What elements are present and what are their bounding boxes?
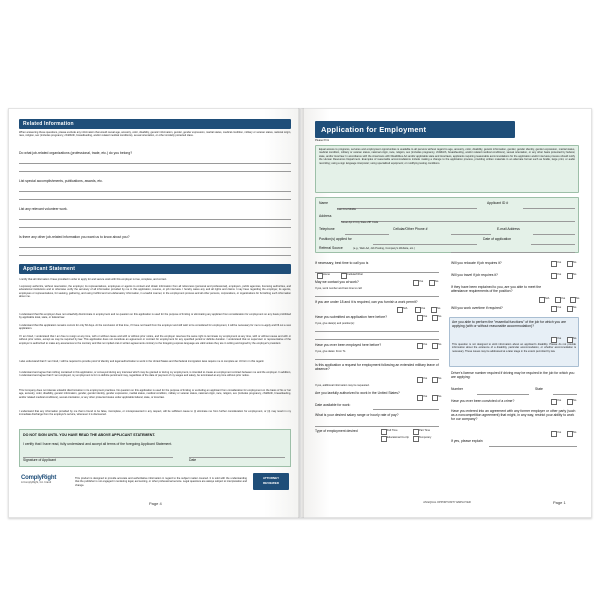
option-label-yes: Yes <box>423 395 428 398</box>
applicant-statement-p4: I understand that this application remains current for only 60 days. At the conclusion of that time, if I have not heard from the employer and still wish to be considered for employment, it will be necessary for me to re-apply and fill out a new application. <box>19 324 291 331</box>
checkbox-educational-coop[interactable] <box>381 436 387 442</box>
option-label-yes: Yes <box>419 280 424 283</box>
option-label-no: No <box>576 297 580 300</box>
option-label-no: No <box>438 343 442 346</box>
driver-state-input[interactable] <box>553 393 577 395</box>
question-label-overtime: Will you work overtime if required? <box>451 306 503 310</box>
checkbox-noncompete-no[interactable] <box>567 431 573 437</box>
checkbox-essential-no[interactable] <box>567 337 573 343</box>
applicant-statement-p8: This Company does not tolerate unlawful discrimination in its employment practices. No question on this application is used for the purpose of limiting or excluding an applicant from consideration for employment on the basis of his or her age, ancestry, color, disability, genetic information, gender, gender identity, gender expression, marital status, medical condition, military or veteran status, national origin, race, religion, sex (includes pregnancy, childbirth, breastfeeding, and/or related medical conditions), sexual orientation, or any other protected status under applicable federal, state, or local law. <box>19 389 291 399</box>
name-label: Name <box>319 201 329 205</box>
date-line[interactable] <box>189 456 285 458</box>
checkbox-essential-yes[interactable] <box>551 337 557 343</box>
page-number-right: Page 1 <box>553 500 566 505</box>
checkbox-attendance-yes[interactable] <box>555 297 561 303</box>
application-date-input[interactable] <box>531 243 575 245</box>
best-time-input[interactable] <box>315 271 439 273</box>
question-label-prior-employment: Have you ever been employed here before? <box>315 343 382 347</box>
applicant-id-label: Applicant ID # <box>487 201 509 205</box>
checkbox-conviction-yes[interactable] <box>551 399 557 405</box>
referral-sublabel: (e.g., Web-Ad, Job Posting, Company's Website, etc.) <box>353 247 415 250</box>
checkbox-noncompete-yes[interactable] <box>551 431 557 437</box>
option-label-na: N/A <box>545 297 550 300</box>
checkbox-overtime-yes[interactable] <box>551 306 557 312</box>
option-label-no: No <box>573 306 577 309</box>
checkbox-contact-work-yes[interactable] <box>413 280 419 286</box>
form-title: Application for Employment <box>315 121 515 138</box>
address-label: Address <box>319 214 332 218</box>
checkbox-overtime-no[interactable] <box>567 306 573 312</box>
option-label-yes: Yes <box>557 261 562 264</box>
prior-application-input[interactable] <box>315 330 439 332</box>
option-label-no: No <box>437 307 441 310</box>
field-line[interactable] <box>19 218 291 220</box>
checkbox-prior-app-no[interactable] <box>432 315 438 321</box>
position-input[interactable] <box>373 243 477 245</box>
page-left <box>8 108 300 518</box>
referral-input[interactable] <box>451 251 575 253</box>
field-line[interactable] <box>19 198 291 200</box>
checkbox-permit-na[interactable] <box>397 307 403 313</box>
question-sub-prior-application: If yes, give date(s) and position(s): <box>315 322 355 325</box>
address-sublabel: Street Apt # City State ZIP Code <box>341 221 379 224</box>
checkbox-attendance-no[interactable] <box>570 297 576 303</box>
referral-label: Referral Source <box>319 246 343 250</box>
explain-input[interactable] <box>489 445 577 447</box>
question-label-relocate: Will you relocate if job requires it? <box>451 261 502 265</box>
checkbox-conviction-no[interactable] <box>567 399 573 405</box>
brand-logo <box>21 475 56 484</box>
date-available-input[interactable] <box>373 408 439 410</box>
question-label-conviction: Have you ever been convicted of a crime? <box>451 399 515 403</box>
checkbox-relocate-yes[interactable] <box>551 261 557 267</box>
option-label-yes: Yes <box>557 337 562 340</box>
brand-name: ComplyRight <box>21 475 57 481</box>
driver-license-label: Driver's license number required if driving may be required in the job for which you are applying: <box>451 371 575 379</box>
prior-employment-dates-input[interactable] <box>315 358 439 360</box>
eeo-statement-text: Equal access to programs, services and employment opportunities is available to all persons without regard to age, ancestry, color, disability, genetic information, gender, gender identity, gender expression, marital status, medical condition, military or veteran status, national origin, race, religion, sex (includes pregnancy, childbirth, breastfeeding, and/or related medical conditions), sexual orientation, or any other basis protected by federal, state, and/or local law. In accordance with the Americans with Disabilities Act and/or applicable state and local laws, applicants requiring reasonable accommodations for the application and/or interview process should notify the Human Resources Department. Examples of reasonable accommodations include making a change to the application process, providing written materials in an alternate format such as braille, large print, or audio recording; using a sign language interpreter; using specialized equipment; or modifying testing conditions. <box>319 148 575 165</box>
stamp-line-2: REVIEWED <box>262 481 279 486</box>
applicant-statement-p6: I also understand that if I am hired, I will be required to provide proof of identity and legal authorization to work in the United States and that federal immigration laws require me to complete an I-9 form in this regard. <box>19 360 265 363</box>
option-label-yes: Yes <box>561 297 566 300</box>
applicant-statement-p2: I expressly authorize, without reservation, the employer, its representatives, employees or agents to contact and obtain information from all references (personal and professional), employers, public agencies, licensing authorities, and educational institutions and to otherwise verify the accuracy of all information provided by me in this application, resume, or job interview. I hereby waive any and all rights and claims I may have regarding the employer, its agents, employees or representatives, for seeking, gathering, and using truthful and non-defamatory information, in a lawful manner, in the employment process and all other persons, corporations, or organizations for furnishing such information about me. <box>19 285 291 299</box>
applicant-statement-p9: I understand that any information provided by me that is found to be false, incomplete, or misrepresented in any respect, will be sufficient cause to (i) eliminate me from further consideration for employment, or (ii) may result in my immediate discharge from the employer's service, whenever it is discovered. <box>19 410 291 417</box>
page-gutter-shadow <box>298 108 304 518</box>
checkbox-prior-app-yes[interactable] <box>417 315 423 321</box>
field-line[interactable] <box>19 170 291 172</box>
applicant-statement-p5: If I am hired, I understand that I am free to resign at any time, with or without cause and with or without prior notice, and the employer reserves the same right to terminate my employment at any time, with or without cause and with or without prior notice, except as may be required by law. This application does not constitute an agreement or contract for employment for any specified period or definite duration. I understand that no supervisor or representative of the employer is authorized to make any assurances to the contrary and that no implied oral or written agreements contrary to the foregoing express language are valid unless they are in writing and signed by the employer's president. <box>19 335 291 345</box>
option-label-home: Home <box>323 273 330 276</box>
cell-phone-label: Cellular/Other Phone # <box>393 227 428 231</box>
eeo-footer: AN EQUAL OPPORTUNITY EMPLOYER <box>423 501 471 504</box>
stamp-line-1: ATTORNEY <box>262 476 280 480</box>
driver-number-input[interactable] <box>477 393 529 395</box>
field-label-volunteer: List any relevant volunteer work. <box>19 207 68 211</box>
question-label-work-authorization: Are you lawfully authorized to work in the United States? <box>315 391 400 395</box>
checkbox-cellular-other[interactable] <box>341 273 347 279</box>
option-label-full-time: Full Time <box>387 429 398 432</box>
work-number-input[interactable] <box>315 295 439 297</box>
email-input[interactable] <box>533 233 575 235</box>
field-line[interactable] <box>19 162 291 164</box>
checkbox-contact-work-no[interactable] <box>429 280 435 286</box>
print-hint: Please Print <box>315 139 329 142</box>
checkbox-full-time[interactable] <box>381 429 387 435</box>
checkbox-military-no[interactable] <box>432 377 438 383</box>
field-label-other-info: Is there any other job-related information you want us to know about you? <box>19 235 130 239</box>
question-label-noncompete: Have you entered into an agreement with any former employer or other party (such as a noncompetition agreement) that might, in any way, restrict your ability to work for our company? <box>451 409 576 421</box>
application-date-label: Date of application <box>483 237 512 241</box>
checkbox-attendance-na[interactable] <box>539 297 545 303</box>
telephone-label: Telephone <box>319 227 335 231</box>
page-number-left: Page 4 <box>149 501 162 506</box>
question-sub-military-leave: If yes, additional information may be requested. <box>315 384 370 387</box>
question-label-attendance: If they have been explained to you, are you able to meet the attendance requirements of the position? <box>451 285 542 293</box>
signature-label: Signature of Applicant <box>23 458 56 462</box>
checkbox-home[interactable] <box>317 273 323 279</box>
field-label-accomplishments: List special accomplishments, publications, awards, etc. <box>19 179 103 183</box>
checkbox-travel-no[interactable] <box>567 273 573 279</box>
question-label-salary: What is your desired salary range or hourly rate of pay? <box>315 413 399 417</box>
section-header-applicant-statement: Applicant Statement <box>19 264 291 274</box>
option-label-no: No <box>438 395 442 398</box>
question-label-work-permit: If you are under 18 and it is required, can you furnish a work permit? <box>315 300 418 304</box>
question-label-employment-type: Type of employment desired <box>315 429 358 433</box>
option-label-yes: Yes <box>557 431 562 434</box>
option-label-temporary: Temporary <box>419 436 432 439</box>
option-label-yes: Yes <box>557 273 562 276</box>
option-label-cellular: Cellular/Other <box>347 273 364 276</box>
question-label-travel: Will you travel if job requires it? <box>451 273 498 277</box>
option-label-na: N/A <box>403 307 408 310</box>
checkbox-prior-emp-yes[interactable] <box>417 343 423 349</box>
question-label-best-time: If necessary, best time to call you is <box>315 261 369 265</box>
option-label-yes: Yes <box>557 399 562 402</box>
checkbox-military-yes[interactable] <box>417 377 423 383</box>
document-spread <box>8 108 592 518</box>
option-label-no: No <box>435 280 439 283</box>
applicant-statement-p3: I understand that this employer does not unlawfully discriminate in employment and no question on this application is used for the purpose of limiting or eliminating any applicant from consideration for employment on any basis prohibited by applicable local, state, or federal law. <box>19 313 291 320</box>
checkbox-prior-emp-no[interactable] <box>432 343 438 349</box>
option-label-yes: Yes <box>423 377 428 380</box>
prior-application-input-2[interactable] <box>315 338 439 340</box>
field-label-organizations: Do what job-related organizations (professional, trade, etc.) do you belong? <box>19 151 133 155</box>
option-label-no: No <box>573 431 577 434</box>
option-label-no: No <box>573 399 577 402</box>
checkbox-authorized-no[interactable] <box>432 395 438 401</box>
field-line[interactable] <box>19 226 291 228</box>
question-label-contact-work: May we contact you at work? <box>315 280 359 284</box>
checkbox-authorized-yes[interactable] <box>417 395 423 401</box>
option-label-yes: Yes <box>423 315 428 318</box>
question-sub-contact-work: If yes, work number and best time to call: <box>315 287 363 290</box>
option-label-yes: Yes <box>557 306 562 309</box>
legal-copy: This product is designed to provide accurate and authoritative information in regard to the subject matter covered. It is sold with the understanding that the publisher is not engaged in rendering legal, accounting, or other professional service. Legal questions are always subject to interpretation and change. <box>75 477 247 487</box>
applicant-id-input[interactable] <box>523 207 575 209</box>
question-label-military-leave: Is this application a request for employment following an extended military leave of absence? <box>315 363 439 371</box>
section-header-related-information: Related Information <box>19 119 291 129</box>
date-label: Date <box>189 458 197 462</box>
checkbox-permit-no[interactable] <box>431 307 437 313</box>
option-label-no: No <box>438 377 442 380</box>
option-label-no: No <box>573 337 577 340</box>
option-label-no: No <box>573 261 577 264</box>
telephone-input[interactable] <box>345 233 389 235</box>
driver-number-label: Number <box>451 387 464 391</box>
salary-input[interactable] <box>315 425 439 427</box>
field-line[interactable] <box>19 246 291 248</box>
essential-functions-note: This question is not designed to elicit information about an applicant's disability. Please do not provide information about the existence of a disability, particular accommodation, or whether accommodation is necessary. These issues may be addressed at a later stage in the extent permitted by law. <box>452 343 576 353</box>
checkbox-temporary[interactable] <box>413 436 419 442</box>
cell-phone-input[interactable] <box>451 233 491 235</box>
checkbox-permit-yes[interactable] <box>415 307 421 313</box>
brand-sub: A ComplyRight, Inc. brand <box>21 481 52 484</box>
option-label-yes: Yes <box>423 343 428 346</box>
option-label-no: No <box>438 315 442 318</box>
do-not-sign-notice: DO NOT SIGN UNTIL YOU HAVE READ THE ABOVE APPLICANT STATEMENT. <box>23 433 156 437</box>
option-label-yes: Yes <box>421 307 426 310</box>
option-label-educational-coop: Educational Co-Op <box>387 436 409 439</box>
explain-label: If yes, please explain <box>451 439 483 443</box>
related-information-intro: When answering these questions, please exclude any information that would reveal age, ancestry, color, disability, genetic information, gender, gender expression, marital status, medical condition, military or veteran status, national origin, race, religion, sex (includes pregnancy, childbirth, breastfeeding, and/or related medical conditions), sexual orientation, or other similarly protected class. <box>19 131 291 138</box>
option-label-part-time: Part Time <box>419 429 431 432</box>
field-line[interactable] <box>19 190 291 192</box>
page-right <box>300 108 592 518</box>
question-sub-prior-employment: If yes, give dates: From To <box>315 350 346 353</box>
attorney-reviewed-stamp <box>253 473 289 490</box>
name-sublabel: Last First Middle <box>337 208 357 211</box>
checkbox-travel-yes[interactable] <box>551 273 557 279</box>
question-label-date-available: Date available for work: <box>315 403 351 407</box>
driver-state-label: State <box>535 387 543 391</box>
option-label-no: No <box>573 273 577 276</box>
checkbox-relocate-no[interactable] <box>567 261 573 267</box>
certify-text: I certify that I have read, fully understand and accept all terms of the foregoing Applicant Statement. <box>23 442 173 446</box>
field-line[interactable] <box>19 254 291 256</box>
position-label: Position(s) applied for <box>319 237 352 241</box>
applicant-statement-p1: I certify that all information I have provided in order to apply for and secure work with this employer is true, complete, and correct. <box>19 278 167 281</box>
essential-functions-question: Are you able to perform the "essential functions" of the job for which you are applying (with or without reasonable accommodation)? <box>452 320 566 328</box>
checkbox-part-time[interactable] <box>413 429 419 435</box>
email-label: E-mail Address <box>497 227 520 231</box>
applicant-statement-p7: I understand and agree that nothing contained in this application, or conveyed during any interview which may be granted or during my employment, is intended to create an employment contract between me and the employer. In addition, I understand and agree that if I am employed, my employment is for no definite period and may, regardless of the date of payment of my wages and salary, be terminated at any time without prior notice. <box>19 371 291 378</box>
question-label-prior-application: Have you submitted an application here before? <box>315 315 388 319</box>
